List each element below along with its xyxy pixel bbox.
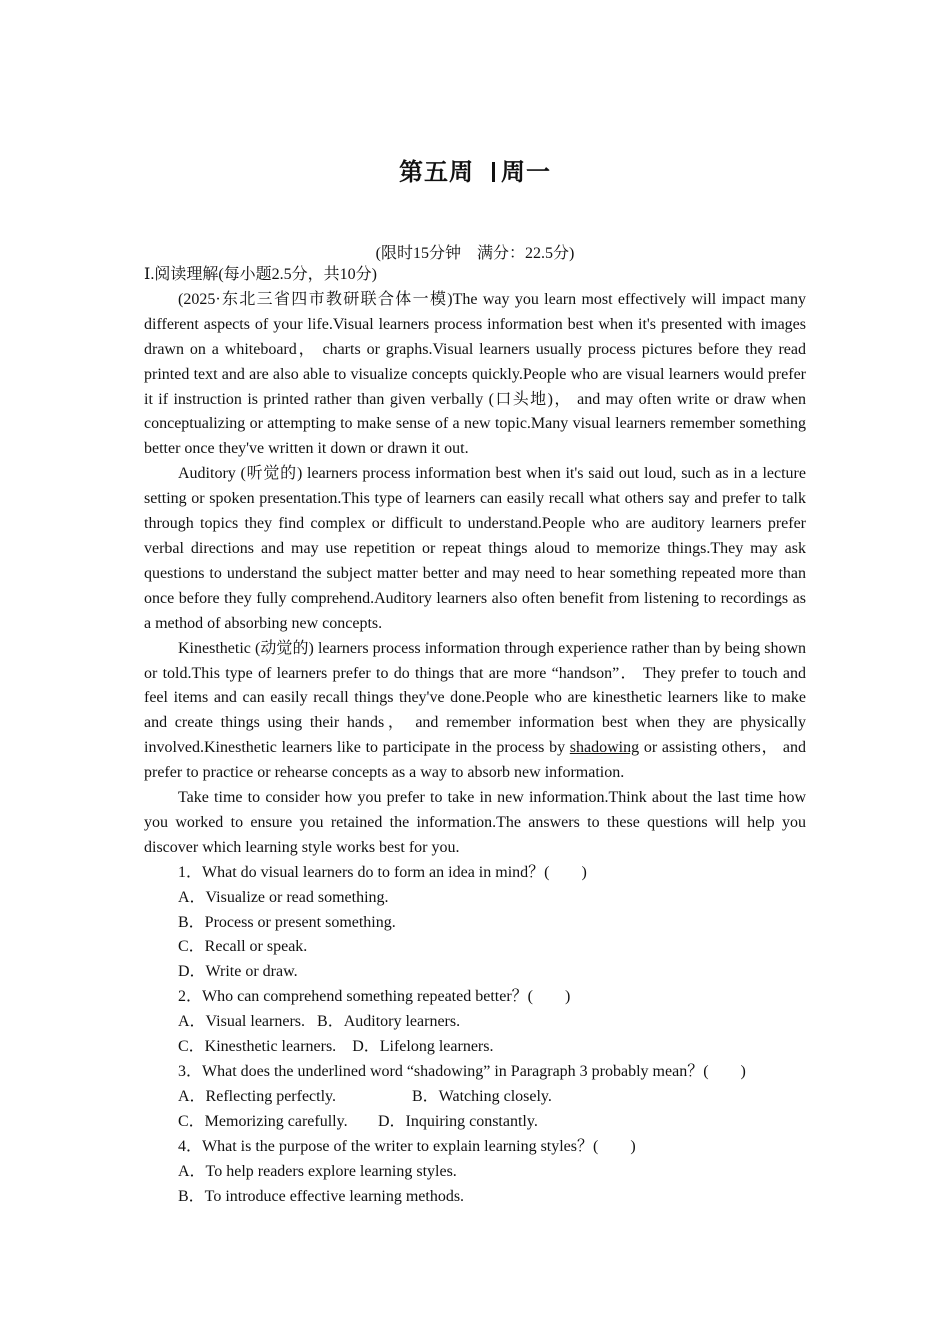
paragraph-1-text: The way you learn most effectively will impact many different aspects of your life.Visual learners process information best when it's presented with images drawn on a whiteboard， charts or graphs.Visual learners usually process pictures before they read printed text and are also able to visualize concepts quickly.People who are visual learners would prefer it if instruction is printed rather than given verbally (口头地)， and may often write or draw when conceptualizing or attempting to make sense of a new topic.Many visual learners remember something better once they've written it down or drawn it out. xyxy=(144,290,806,458)
passage-paragraph-4: Take time to consider how you prefer to take in new information.Think about the last time how you worked to ensure you retained the information.The answers to these questions will help you discover which learning style works best for you. xyxy=(144,789,806,856)
title-day: 周一 xyxy=(501,158,551,186)
question-3-options-row-2 xyxy=(144,1110,806,1135)
question-3-options-row-1 xyxy=(144,1085,806,1110)
question-1-stem: 1．What do visual learners do to form an idea in mind？( ) xyxy=(178,863,587,881)
content-area xyxy=(144,263,806,1209)
paragraph-3-text-after: or assisting others， and prefer to practice or rehearse concepts as a way to absorb new information. xyxy=(144,739,806,782)
underlined-word: shadowing xyxy=(569,739,640,757)
question-4-option-a: A．To help readers explore learning styles. xyxy=(178,1162,457,1180)
section-label: Ⅰ.阅读理解 xyxy=(144,266,219,283)
question-1-option-a: A．Visualize or read something. xyxy=(178,888,389,906)
passage-paragraph-1 xyxy=(144,288,806,462)
passage-source: (2025·东北三省四市教研联合体一模) xyxy=(178,290,453,308)
time-limit-note: (限时15分钟 满分：22.5分) xyxy=(375,245,575,262)
title-divider xyxy=(492,162,495,182)
section-note: (每小题2.5分，共10分) xyxy=(218,266,377,283)
question-3-option-a: A．Reflecting perfectly. xyxy=(178,1087,337,1105)
question-2-option-c: C．Kinesthetic learners. xyxy=(178,1038,337,1056)
title-week: 第五周 xyxy=(399,158,474,186)
question-1-option-d: D．Write or draw. xyxy=(178,963,298,981)
question-3-stem: 3．What does the underlined word “shadowing” in Paragraph 3 probably mean？( ) xyxy=(178,1063,746,1080)
question-2-options-row-1 xyxy=(144,1010,806,1035)
passage-paragraph-3 xyxy=(144,637,806,786)
section-heading xyxy=(144,263,806,288)
question-4-stem: 4．What is the purpose of the writer to explain learning styles？( ) xyxy=(178,1137,636,1155)
question-2-option-b: B．Auditory learners. xyxy=(317,1013,461,1031)
question-1-option-b: B．Process or present something. xyxy=(178,913,396,931)
question-4-option-b: B．To introduce effective learning methods. xyxy=(178,1187,465,1205)
question-3-option-b: B．Watching closely. xyxy=(412,1087,552,1105)
question-1-option-c: C．Recall or speak. xyxy=(178,938,308,956)
question-2-option-d: D．Lifelong learners. xyxy=(352,1038,494,1056)
question-2-stem: 2．Who can comprehend something repeated better？( ) xyxy=(178,988,571,1006)
passage-paragraph-2: Auditory (听觉的) learners process information best when it's said out loud, such as in a lecture setting or spoken presentation.This type of learners can easily recall what others say and prefer to talk through topics they find complex or difficult to understand.People who are auditory learners prefer verbal directions and may use repetition or repeat things aloud to memorize things.They may ask questions to understand the subject matter better and may need to hear something repeated more than once before they fully comprehend.Auditory learners also often benefit from listening to recordings as a method of absorbing new concepts. xyxy=(144,465,806,632)
question-3-option-d: D．Inquiring constantly. xyxy=(378,1112,538,1130)
question-3-option-c: C．Memorizing carefully. xyxy=(178,1112,348,1130)
paragraph-3-text-before: Kinesthetic (动觉的) learners process information through experience rather than by being shown or told.This type of learners prefer to do things that are more “handson”． They prefer to touch and feel items and can easily recall things they've done.People who are kinesthetic learners like to make and create things using their hands， and remember information best when they are physically involved.Kinesthetic learners like to participate in the process by xyxy=(144,639,807,757)
page-title xyxy=(0,152,950,187)
question-2-option-a: A．Visual learners. xyxy=(178,1013,306,1031)
question-2-options-row-2 xyxy=(144,1035,806,1060)
